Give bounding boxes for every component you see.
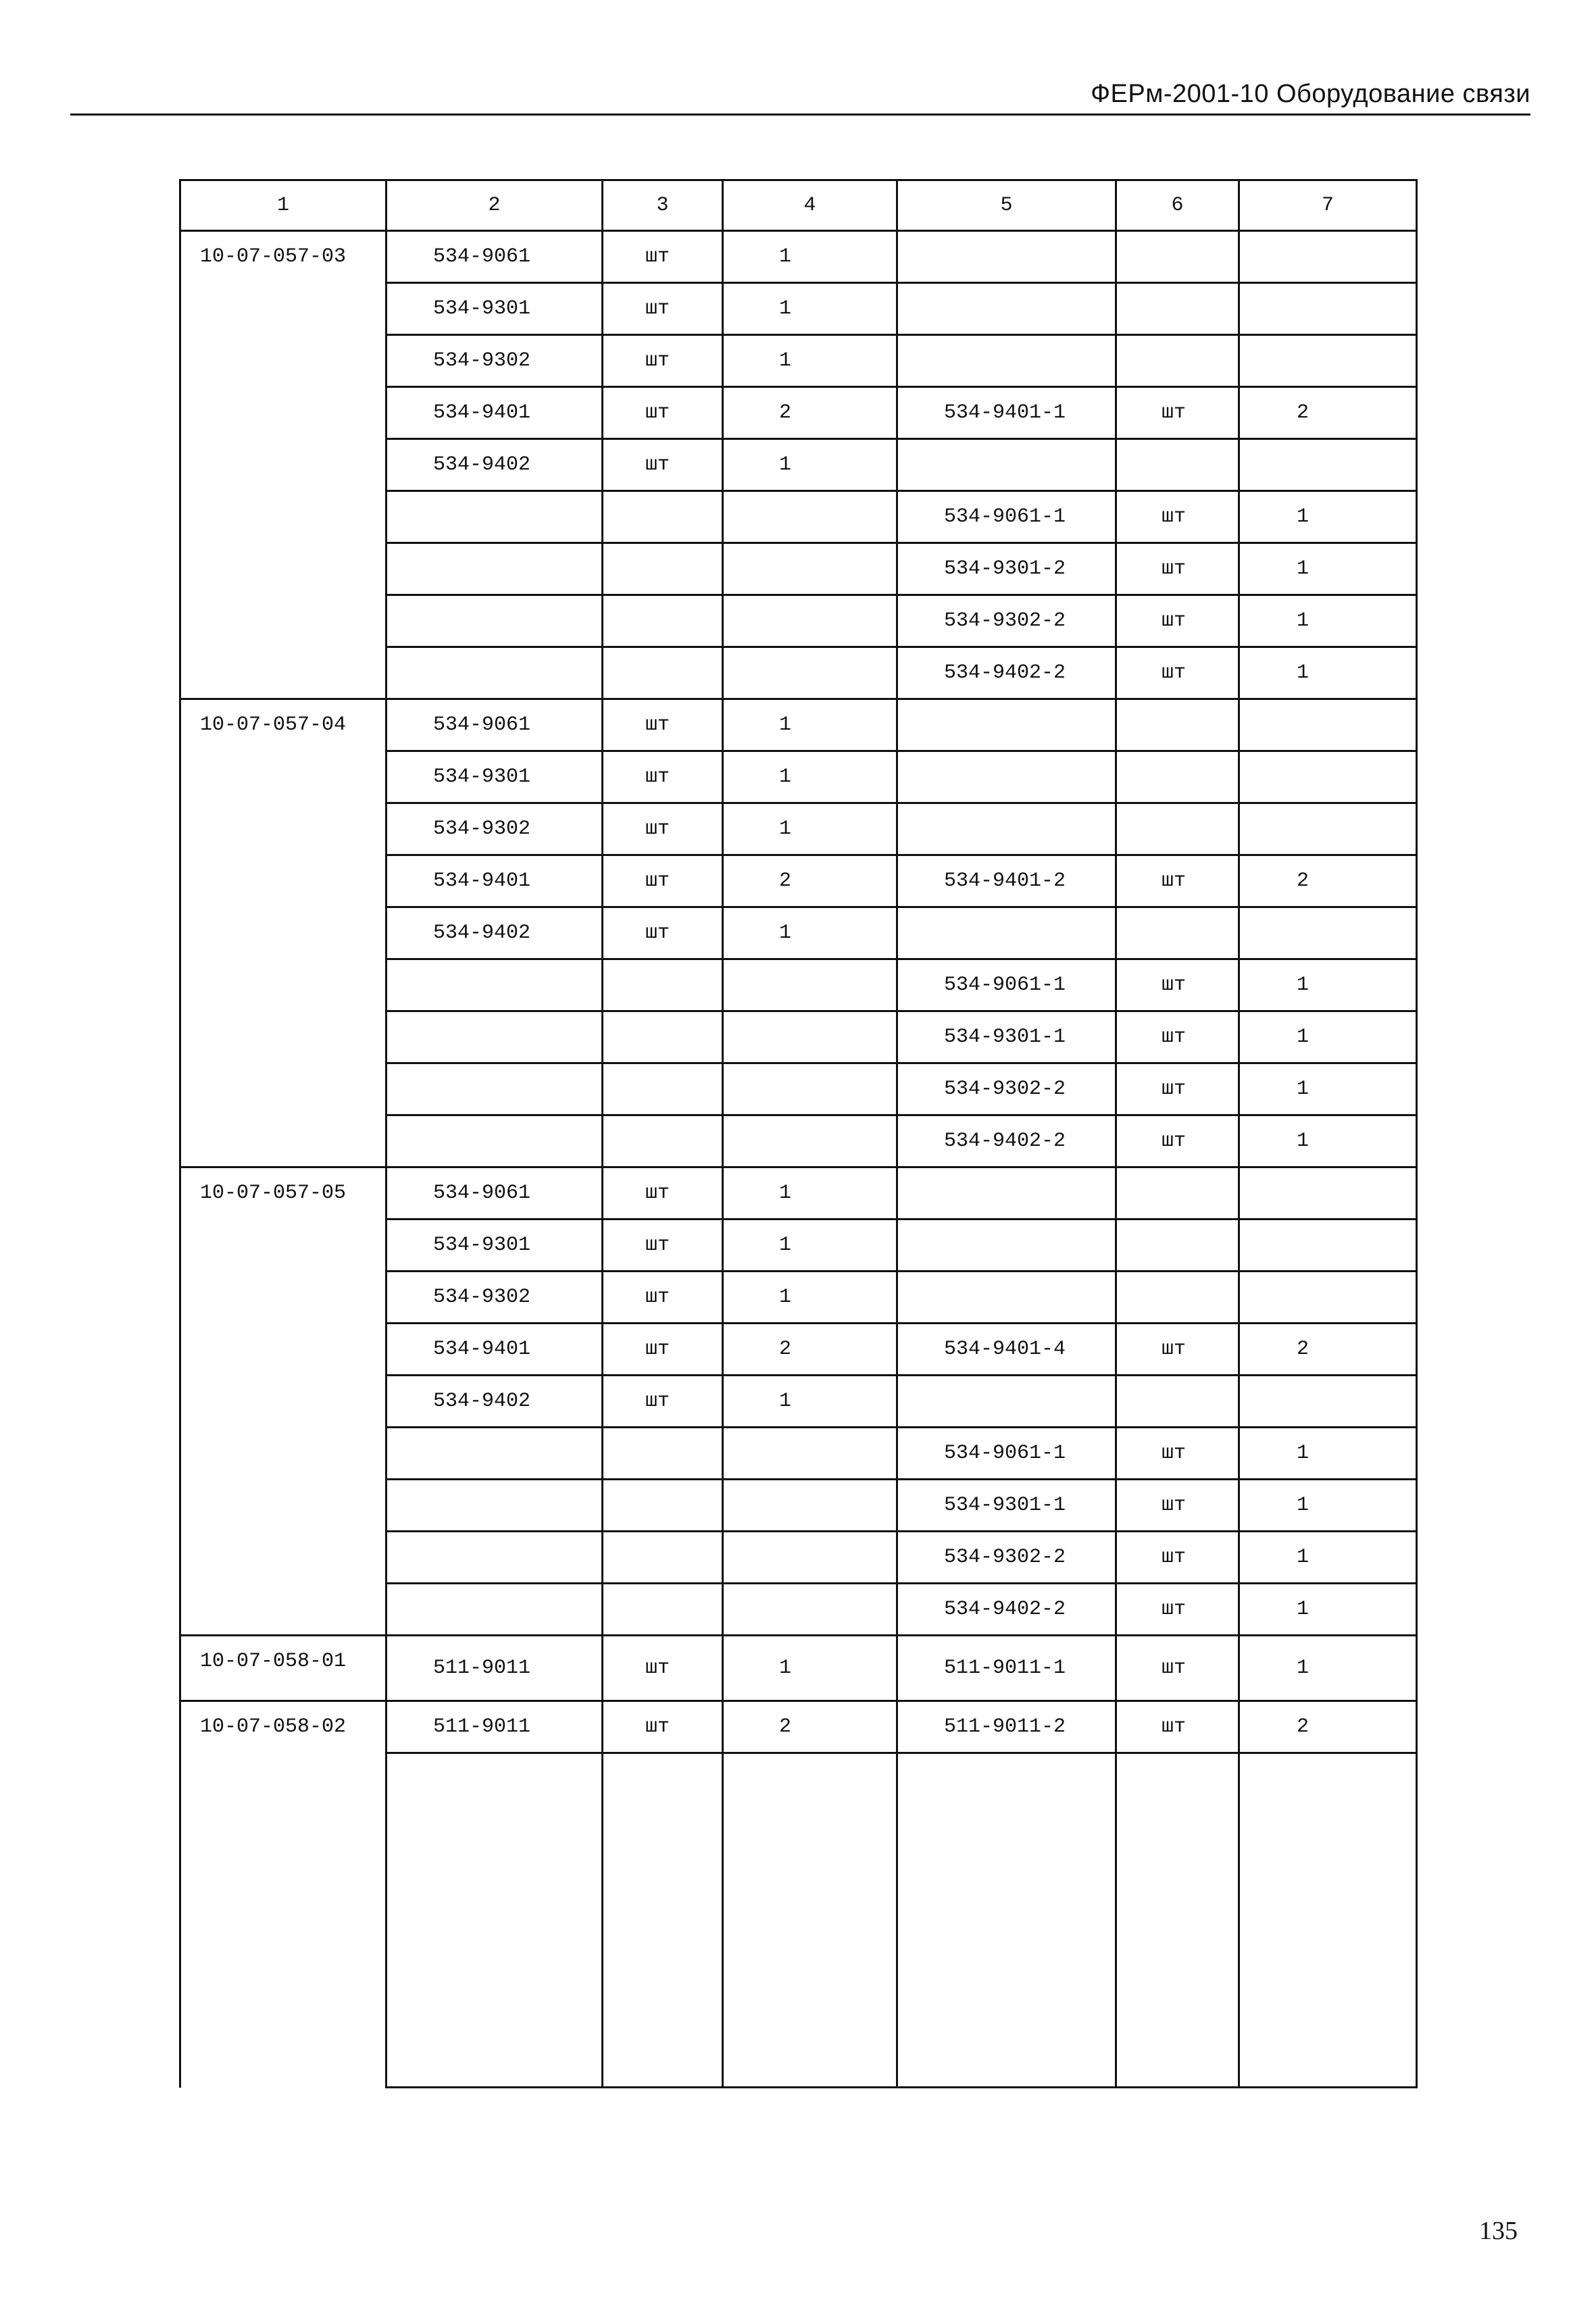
page-number: 135	[1479, 2217, 1518, 2245]
replacement-quantity-cell	[1239, 699, 1417, 751]
unit-cell: шт	[603, 855, 723, 907]
unit-cell: шт	[603, 1272, 723, 1324]
column-header: 1	[180, 180, 386, 231]
unit-cell	[603, 1428, 723, 1480]
quantity-cell: 2	[723, 387, 897, 439]
replacement-code-cell	[897, 283, 1116, 335]
unit-cell	[603, 1532, 723, 1584]
resource-code-cell	[386, 959, 603, 1011]
empty-cell	[723, 1753, 897, 2088]
column-header: 4	[723, 180, 897, 231]
replacement-unit-cell: шт	[1116, 1324, 1239, 1376]
replacement-unit-cell: шт	[1116, 1428, 1239, 1480]
quantity-cell	[723, 595, 897, 647]
resource-code-cell: 511-9011	[386, 1701, 603, 1753]
resource-code-cell: 534-9302	[386, 803, 603, 855]
rate-code-cell: 10-07-057-03	[180, 231, 386, 699]
replacement-quantity-cell: 1	[1239, 491, 1417, 543]
unit-cell: шт	[603, 439, 723, 491]
resource-code-cell	[386, 1063, 603, 1115]
quantity-cell: 1	[723, 1636, 897, 1701]
unit-cell	[603, 543, 723, 595]
replacement-code-cell	[897, 1376, 1116, 1428]
resource-code-cell	[386, 595, 603, 647]
replacement-unit-cell	[1116, 335, 1239, 387]
resource-code-cell	[386, 1115, 603, 1167]
replacement-code-cell	[897, 907, 1116, 959]
replacement-quantity-cell: 1	[1239, 1063, 1417, 1115]
unit-cell	[603, 1011, 723, 1063]
replacement-code-cell	[897, 751, 1116, 803]
quantity-cell: 2	[723, 1324, 897, 1376]
replacement-quantity-cell	[1239, 803, 1417, 855]
empty-cell	[603, 1753, 723, 2088]
replacement-quantity-cell	[1239, 1167, 1417, 1219]
unit-cell	[603, 647, 723, 699]
resource-code-cell	[386, 543, 603, 595]
quantity-cell: 1	[723, 335, 897, 387]
replacement-code-cell: 534-9061-1	[897, 959, 1116, 1011]
quantity-cell: 1	[723, 231, 897, 283]
replacement-quantity-cell: 1	[1239, 1480, 1417, 1532]
quantity-cell: 1	[723, 283, 897, 335]
replacement-unit-cell: шт	[1116, 1480, 1239, 1532]
table-row	[180, 231, 1417, 283]
replacement-unit-cell	[1116, 439, 1239, 491]
unit-cell	[603, 1063, 723, 1115]
unit-cell: шт	[603, 1324, 723, 1376]
quantity-cell: 1	[723, 1272, 897, 1324]
unit-cell: шт	[603, 1376, 723, 1428]
quantity-cell	[723, 1480, 897, 1532]
quantity-cell: 1	[723, 1167, 897, 1219]
resource-code-cell: 534-9401	[386, 1324, 603, 1376]
replacement-unit-cell	[1116, 1219, 1239, 1272]
quantity-cell	[723, 1532, 897, 1584]
replacement-code-cell: 534-9402-2	[897, 647, 1116, 699]
column-header: 3	[603, 180, 723, 231]
replacement-code-cell: 511-9011-2	[897, 1701, 1116, 1753]
quantity-cell	[723, 491, 897, 543]
replacement-code-cell: 534-9302-2	[897, 1532, 1116, 1584]
replacement-quantity-cell: 1	[1239, 1428, 1417, 1480]
replacement-unit-cell: шт	[1116, 1115, 1239, 1167]
replacement-quantity-cell	[1239, 1376, 1417, 1428]
replacement-quantity-cell: 2	[1239, 1701, 1417, 1753]
unit-cell: шт	[603, 1636, 723, 1701]
replacement-code-cell: 534-9301-2	[897, 543, 1116, 595]
quantity-cell: 2	[723, 855, 897, 907]
resource-code-cell	[386, 1428, 603, 1480]
column-header: 5	[897, 180, 1116, 231]
unit-cell	[603, 1115, 723, 1167]
quantity-cell: 1	[723, 439, 897, 491]
replacement-code-cell	[897, 1272, 1116, 1324]
replacement-quantity-cell	[1239, 283, 1417, 335]
quantity-cell: 1	[723, 1376, 897, 1428]
resource-code-cell: 511-9011	[386, 1636, 603, 1701]
replacement-code-cell: 511-9011-1	[897, 1636, 1116, 1701]
unit-cell: шт	[603, 231, 723, 283]
replacement-quantity-cell	[1239, 1272, 1417, 1324]
replacement-quantity-cell: 1	[1239, 1011, 1417, 1063]
resource-code-cell: 534-9401	[386, 855, 603, 907]
unit-cell	[603, 959, 723, 1011]
quantity-cell	[723, 647, 897, 699]
replacement-code-cell	[897, 231, 1116, 283]
table-body	[180, 180, 1417, 2088]
header-rule	[70, 114, 1530, 116]
replacement-unit-cell: шт	[1116, 855, 1239, 907]
quantity-cell	[723, 543, 897, 595]
replacement-unit-cell	[1116, 1272, 1239, 1324]
replacement-quantity-cell: 1	[1239, 1532, 1417, 1584]
replacement-quantity-cell	[1239, 439, 1417, 491]
empty-cell	[386, 1753, 603, 2088]
resource-code-cell: 534-9301	[386, 1219, 603, 1272]
quantity-cell: 1	[723, 751, 897, 803]
replacement-quantity-cell	[1239, 335, 1417, 387]
quantity-cell	[723, 1115, 897, 1167]
replacement-unit-cell: шт	[1116, 1011, 1239, 1063]
replacement-code-cell	[897, 1167, 1116, 1219]
replacement-unit-cell: шт	[1116, 1584, 1239, 1636]
rate-code-cell: 10-07-057-04	[180, 699, 386, 1167]
replacement-unit-cell: шт	[1116, 1701, 1239, 1753]
replacement-unit-cell: шт	[1116, 387, 1239, 439]
resource-code-cell: 534-9061	[386, 231, 603, 283]
unit-cell	[603, 1584, 723, 1636]
table-row	[180, 699, 1417, 751]
replacement-quantity-cell	[1239, 751, 1417, 803]
replacement-quantity-cell: 1	[1239, 1584, 1417, 1636]
resource-code-cell: 534-9401	[386, 387, 603, 439]
resource-code-cell: 534-9302	[386, 1272, 603, 1324]
unit-cell: шт	[603, 803, 723, 855]
resource-code-cell: 534-9061	[386, 1167, 603, 1219]
replacement-code-cell	[897, 335, 1116, 387]
resource-code-cell	[386, 1532, 603, 1584]
unit-cell: шт	[603, 1167, 723, 1219]
quantity-cell	[723, 959, 897, 1011]
empty-cell	[1116, 1753, 1239, 2088]
unit-cell: шт	[603, 1219, 723, 1272]
replacement-code-cell: 534-9302-2	[897, 595, 1116, 647]
unit-cell	[603, 1480, 723, 1532]
unit-cell: шт	[603, 387, 723, 439]
replacement-quantity-cell: 2	[1239, 1324, 1417, 1376]
resource-code-cell: 534-9402	[386, 439, 603, 491]
replacement-unit-cell: шт	[1116, 595, 1239, 647]
replacement-code-cell	[897, 803, 1116, 855]
replacement-unit-cell	[1116, 803, 1239, 855]
quantity-cell	[723, 1428, 897, 1480]
replacement-code-cell: 534-9301-1	[897, 1480, 1116, 1532]
replacement-code-cell	[897, 1219, 1116, 1272]
replacement-unit-cell: шт	[1116, 1532, 1239, 1584]
replacement-quantity-cell: 1	[1239, 595, 1417, 647]
unit-cell: шт	[603, 751, 723, 803]
empty-cell	[897, 1753, 1116, 2088]
resource-code-cell	[386, 647, 603, 699]
quantity-cell: 2	[723, 1701, 897, 1753]
replacement-unit-cell: шт	[1116, 543, 1239, 595]
replacement-unit-cell: шт	[1116, 1063, 1239, 1115]
replacement-quantity-cell: 1	[1239, 1115, 1417, 1167]
table-row	[180, 1636, 1417, 1701]
replacement-code-cell	[897, 699, 1116, 751]
replacement-quantity-cell: 2	[1239, 387, 1417, 439]
unit-cell: шт	[603, 699, 723, 751]
resource-code-cell: 534-9301	[386, 751, 603, 803]
rate-code-cell: 10-07-058-01	[180, 1636, 386, 1701]
column-header-row	[180, 180, 1417, 231]
resource-code-cell: 534-9301	[386, 283, 603, 335]
replacement-quantity-cell: 1	[1239, 647, 1417, 699]
unit-cell: шт	[603, 1701, 723, 1753]
replacement-code-cell: 534-9061-1	[897, 1428, 1116, 1480]
replacement-quantity-cell	[1239, 907, 1417, 959]
resource-code-cell: 534-9402	[386, 1376, 603, 1428]
unit-cell	[603, 595, 723, 647]
rate-code-cell: 10-07-058-02	[180, 1701, 386, 2088]
resource-code-cell	[386, 1480, 603, 1532]
quantity-cell	[723, 1011, 897, 1063]
replacement-code-cell: 534-9402-2	[897, 1115, 1116, 1167]
replacement-code-cell: 534-9401-4	[897, 1324, 1116, 1376]
column-header: 2	[386, 180, 603, 231]
rate-code-cell: 10-07-057-05	[180, 1167, 386, 1636]
quantity-cell: 1	[723, 699, 897, 751]
running-header: ФЕРм-2001-10 Оборудование связи	[1091, 80, 1530, 108]
replacement-code-cell: 534-9061-1	[897, 491, 1116, 543]
replacement-code-cell: 534-9302-2	[897, 1063, 1116, 1115]
replacement-quantity-cell: 2	[1239, 855, 1417, 907]
quantity-cell	[723, 1063, 897, 1115]
resource-code-cell: 534-9302	[386, 335, 603, 387]
empty-cell	[1239, 1753, 1417, 2088]
replacement-quantity-cell: 1	[1239, 1636, 1417, 1701]
replacement-code-cell: 534-9401-1	[897, 387, 1116, 439]
replacement-quantity-cell	[1239, 1219, 1417, 1272]
replacement-unit-cell	[1116, 231, 1239, 283]
unit-cell: шт	[603, 283, 723, 335]
table-row	[180, 1167, 1417, 1219]
replacement-quantity-cell: 1	[1239, 543, 1417, 595]
replacement-unit-cell: шт	[1116, 959, 1239, 1011]
replacement-unit-cell	[1116, 283, 1239, 335]
unit-cell	[603, 491, 723, 543]
replacement-quantity-cell	[1239, 231, 1417, 283]
resource-code-cell	[386, 1584, 603, 1636]
replacement-unit-cell	[1116, 751, 1239, 803]
replacement-code-cell: 534-9301-1	[897, 1011, 1116, 1063]
resource-table-container	[179, 179, 1416, 2088]
replacement-unit-cell	[1116, 1376, 1239, 1428]
replacement-unit-cell	[1116, 907, 1239, 959]
replacement-unit-cell: шт	[1116, 1636, 1239, 1701]
table-row	[180, 1701, 1417, 1753]
resource-code-cell	[386, 491, 603, 543]
unit-cell: шт	[603, 335, 723, 387]
quantity-cell: 1	[723, 803, 897, 855]
resource-code-cell: 534-9061	[386, 699, 603, 751]
column-header: 7	[1239, 180, 1417, 231]
column-header: 6	[1116, 180, 1239, 231]
replacement-quantity-cell: 1	[1239, 959, 1417, 1011]
resource-code-cell: 534-9402	[386, 907, 603, 959]
replacement-code-cell: 534-9401-2	[897, 855, 1116, 907]
replacement-code-cell: 534-9402-2	[897, 1584, 1116, 1636]
unit-cell: шт	[603, 907, 723, 959]
replacement-unit-cell	[1116, 699, 1239, 751]
quantity-cell: 1	[723, 1219, 897, 1272]
resource-code-cell	[386, 1011, 603, 1063]
resource-table	[179, 179, 1418, 2088]
replacement-unit-cell: шт	[1116, 647, 1239, 699]
quantity-cell	[723, 1584, 897, 1636]
quantity-cell: 1	[723, 907, 897, 959]
replacement-unit-cell	[1116, 1167, 1239, 1219]
replacement-code-cell	[897, 439, 1116, 491]
replacement-unit-cell: шт	[1116, 491, 1239, 543]
